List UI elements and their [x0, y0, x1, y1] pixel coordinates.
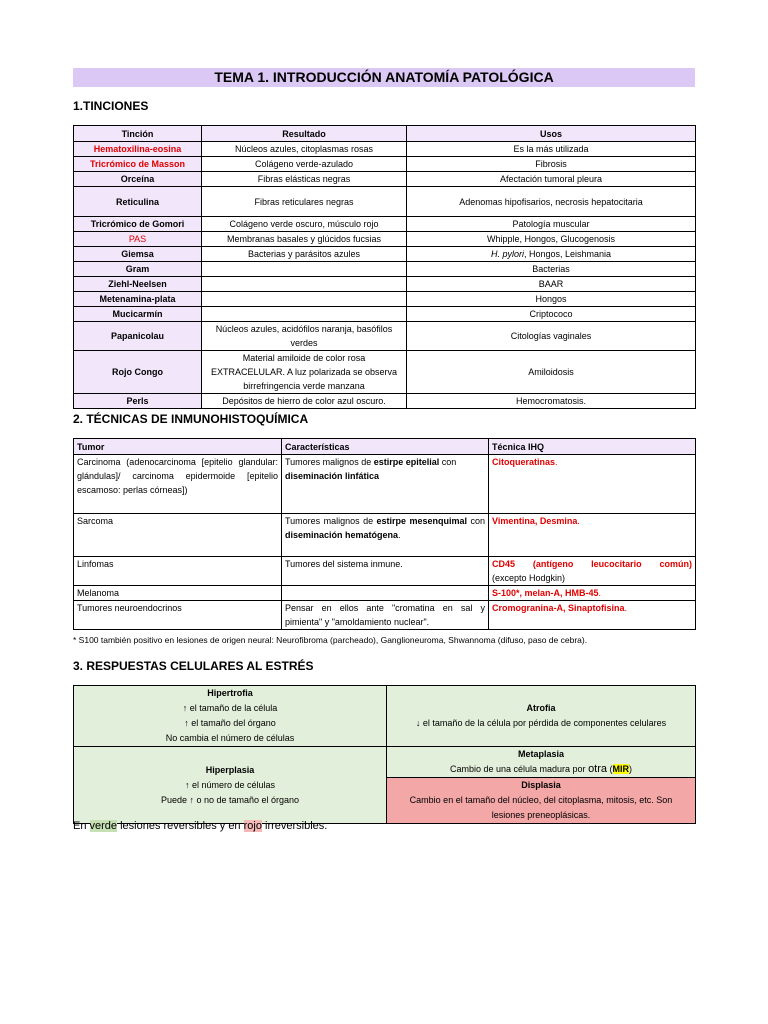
text-segment: otra — [588, 763, 608, 775]
column-header: Tinción — [74, 126, 202, 142]
table-header-row — [74, 439, 696, 455]
cell-line: Puede ↑ o no de tamaño el órgano — [160, 794, 300, 805]
ihq-table — [73, 438, 696, 630]
stain-use-rest: , Hongos, Leishmania — [523, 249, 612, 259]
stain-name: Tricrómico de Masson — [74, 157, 202, 172]
page-title: TEMA 1. INTRODUCCIÓN ANATOMÍA PATOLÓGICA — [73, 68, 695, 87]
stain-name: Papanicolau — [74, 322, 202, 351]
characteristics-cell: Tumores del sistema inmune. — [282, 557, 489, 586]
stain-result: Fibras elásticas negras — [202, 172, 407, 187]
stain-use: Criptococo — [407, 307, 696, 322]
text-segment-bold: diseminación hematógena — [285, 530, 399, 540]
stain-result — [202, 277, 407, 292]
table-row — [74, 307, 696, 322]
ihq-cell — [489, 514, 696, 557]
characteristics-cell — [282, 514, 489, 557]
stain-use: Fibrosis — [407, 157, 696, 172]
table-row — [74, 247, 696, 262]
section-heading-inmunohistoquimica: 2. TÉCNICAS DE INMUNOHISTOQUÍMICA — [73, 412, 309, 426]
ihq-marker: Citoqueratinas — [492, 457, 556, 467]
ihq-marker: Vimentina, Desmina — [492, 516, 578, 526]
stain-result — [202, 262, 407, 277]
ihq-marker: CD45 (antígeno leucocitario común) — [492, 559, 692, 569]
section-heading-tinciones: 1.TINCIONES — [73, 99, 149, 113]
displasia-cell — [387, 778, 696, 824]
stain-name: Tricrómico de Gomori — [74, 217, 202, 232]
text-segment: con — [439, 457, 457, 467]
text-segment: ( — [607, 764, 613, 774]
text-segment: lesiones reversibles y en — [117, 820, 244, 832]
table-row — [74, 686, 696, 747]
footnote: * S100 también positivo en lesiones de origen neural: Neurofibroma (parcheado), Ganglioneuroma, Shwannoma (difuso, paso de cebra). — [73, 635, 588, 645]
table-row — [74, 172, 696, 187]
table-row — [74, 601, 696, 630]
stain-result: Fibras reticulares negras — [202, 187, 407, 217]
text-segment: . — [555, 457, 558, 467]
stain-result: Núcleos azules, acidófilos naranja, basófilos verdes — [202, 322, 407, 351]
cell-line: Cambio en el tamaño del núcleo, del citoplasma, mitosis, etc. Son lesiones preneoplásicas. — [409, 795, 673, 820]
characteristics-cell — [282, 586, 489, 601]
ihq-note: (excepto Hodgkin) — [492, 573, 566, 583]
stain-result: Depósitos de hierro de color azul oscuro. — [202, 394, 407, 409]
stain-result: Membranas basales y glúcidos fucsias — [202, 232, 407, 247]
stain-use: Amiloidosis — [407, 351, 696, 394]
stain-use — [407, 247, 696, 262]
stain-use: Adenomas hipofisarios, necrosis hepatocitaria — [407, 187, 696, 217]
ihq-marker: S-100*, melan-A, HMB-45 — [492, 588, 599, 598]
table-row — [74, 217, 696, 232]
hipertrofia-cell — [74, 686, 387, 747]
green-highlight: verde — [89, 820, 118, 832]
stain-result — [202, 292, 407, 307]
stain-use: Hemocromatosis. — [407, 394, 696, 409]
ihq-marker: Cromogranina-A, Sinaptofisina — [492, 603, 625, 613]
table-row — [74, 747, 696, 778]
stain-use: Bacterias — [407, 262, 696, 277]
column-header: Usos — [407, 126, 696, 142]
ihq-cell — [489, 557, 696, 586]
document-page — [73, 68, 695, 832]
cell-line: ↑ el tamaño del órgano — [184, 718, 276, 728]
table-row — [74, 557, 696, 586]
cell-title: Metaplasia — [517, 749, 565, 759]
table-row — [74, 586, 696, 601]
stain-name: Gram — [74, 262, 202, 277]
stain-name: Hematoxilina-eosina — [74, 142, 202, 157]
table-row — [74, 142, 696, 157]
stain-use: Citologías vaginales — [407, 322, 696, 351]
ihq-cell — [489, 601, 696, 630]
section-heading-respuestas: 3. RESPUESTAS CELULARES AL ESTRÉS — [73, 659, 314, 673]
cell-line: ↓ el tamaño de la célula por pérdida de componentes celulares — [415, 718, 667, 728]
table-row — [74, 514, 696, 557]
ihq-cell — [489, 586, 696, 601]
characteristics-cell: Pensar en ellos ante "cromatina en sal y pimienta" y "amoldamiento nuclear". — [282, 601, 489, 630]
metaplasia-cell — [387, 747, 696, 778]
stain-name: Orceína — [74, 172, 202, 187]
table-row — [74, 277, 696, 292]
stain-result: Material amiloide de color rosa EXTRACELULAR. A luz polarizada se observa birrefringencia verde manzana — [202, 351, 407, 394]
text-segment: ) — [629, 764, 633, 774]
stain-result: Colágeno verde oscuro, músculo rojo — [202, 217, 407, 232]
text-segment-bold: diseminación linfática — [285, 471, 380, 481]
cell-title: Displasia — [521, 780, 561, 790]
tinciones-table — [73, 125, 696, 409]
tumor-cell: Sarcoma — [74, 514, 282, 557]
stain-use: Afectación tumoral pleura — [407, 172, 696, 187]
table-row — [74, 292, 696, 307]
table-row — [74, 232, 696, 247]
text-segment-bold: estirpe epitelial — [373, 457, 440, 467]
table-header-row — [74, 126, 696, 142]
text-segment: con — [467, 516, 485, 526]
table-row — [74, 157, 696, 172]
text-segment: . — [577, 516, 580, 526]
text-segment: . — [398, 530, 401, 540]
text-segment: irreversibles. — [261, 820, 328, 832]
text-segment: En — [73, 820, 90, 832]
table-row — [74, 455, 696, 514]
table-row — [74, 394, 696, 409]
stain-name: Reticulina — [74, 187, 202, 217]
stain-name: Giemsa — [74, 247, 202, 262]
column-header: Características — [282, 439, 489, 455]
respuestas-table — [73, 685, 696, 824]
text-segment: . — [598, 588, 602, 598]
text-segment: Cambio de una célula madura por — [449, 764, 589, 774]
legend-footer — [73, 820, 327, 832]
mir-highlight: MIR — [612, 764, 630, 774]
text-segment: Tumores malignos de — [285, 457, 374, 467]
stain-name: Metenamina-plata — [74, 292, 202, 307]
stain-use: Hongos — [407, 292, 696, 307]
table-row — [74, 262, 696, 277]
column-header: Técnica IHQ — [489, 439, 696, 455]
table-row — [74, 322, 696, 351]
cell-title: Hiperplasia — [205, 764, 255, 775]
stain-result: Bacterias y parásitos azules — [202, 247, 407, 262]
cell-line: No cambia el número de células — [165, 733, 295, 743]
cell-line — [390, 762, 692, 777]
text-segment-bold: estirpe mesenquimal — [376, 516, 468, 526]
red-highlight: rojo — [243, 820, 262, 832]
stain-name: Mucicarmín — [74, 307, 202, 322]
stain-use-italic: H. pylori — [490, 249, 524, 259]
stain-use: Patología muscular — [407, 217, 696, 232]
tumor-cell: Melanoma — [74, 586, 282, 601]
cell-line: ↑ el tamaño de la célula — [182, 703, 278, 713]
tumor-cell: Linfomas — [74, 557, 282, 586]
cell-line: ↑ el número de células — [184, 779, 276, 790]
atrofia-cell — [387, 686, 696, 747]
cell-title: Atrofia — [526, 703, 556, 713]
stain-name: PAS — [74, 232, 202, 247]
table-row — [74, 351, 696, 394]
column-header: Tumor — [74, 439, 282, 455]
text-segment: . — [624, 603, 628, 613]
column-header: Resultado — [202, 126, 407, 142]
stain-result: Núcleos azules, citoplasmas rosas — [202, 142, 407, 157]
stain-name: Ziehl-Neelsen — [74, 277, 202, 292]
tumor-cell: Tumores neuroendocrinos — [74, 601, 282, 630]
table-row — [74, 187, 696, 217]
stain-use: Es la más utilizada — [407, 142, 696, 157]
tumor-cell: Carcinoma (adenocarcinoma [epitelio glandular: glándulas]/ carcinoma epidermoide [epitelio escamoso: perlas córneas]) — [74, 455, 282, 514]
stain-name: Perls — [74, 394, 202, 409]
stain-name: Rojo Congo — [74, 351, 202, 394]
stain-result — [202, 307, 407, 322]
stain-result: Colágeno verde-azulado — [202, 157, 407, 172]
stain-use: Whipple, Hongos, Glucogenosis — [407, 232, 696, 247]
text-segment: Tumores malignos de — [285, 516, 377, 526]
ihq-cell — [489, 455, 696, 514]
cell-title: Hipertrofia — [207, 688, 253, 698]
characteristics-cell — [282, 455, 489, 514]
stain-use: BAAR — [407, 277, 696, 292]
hiperplasia-cell — [74, 747, 387, 824]
